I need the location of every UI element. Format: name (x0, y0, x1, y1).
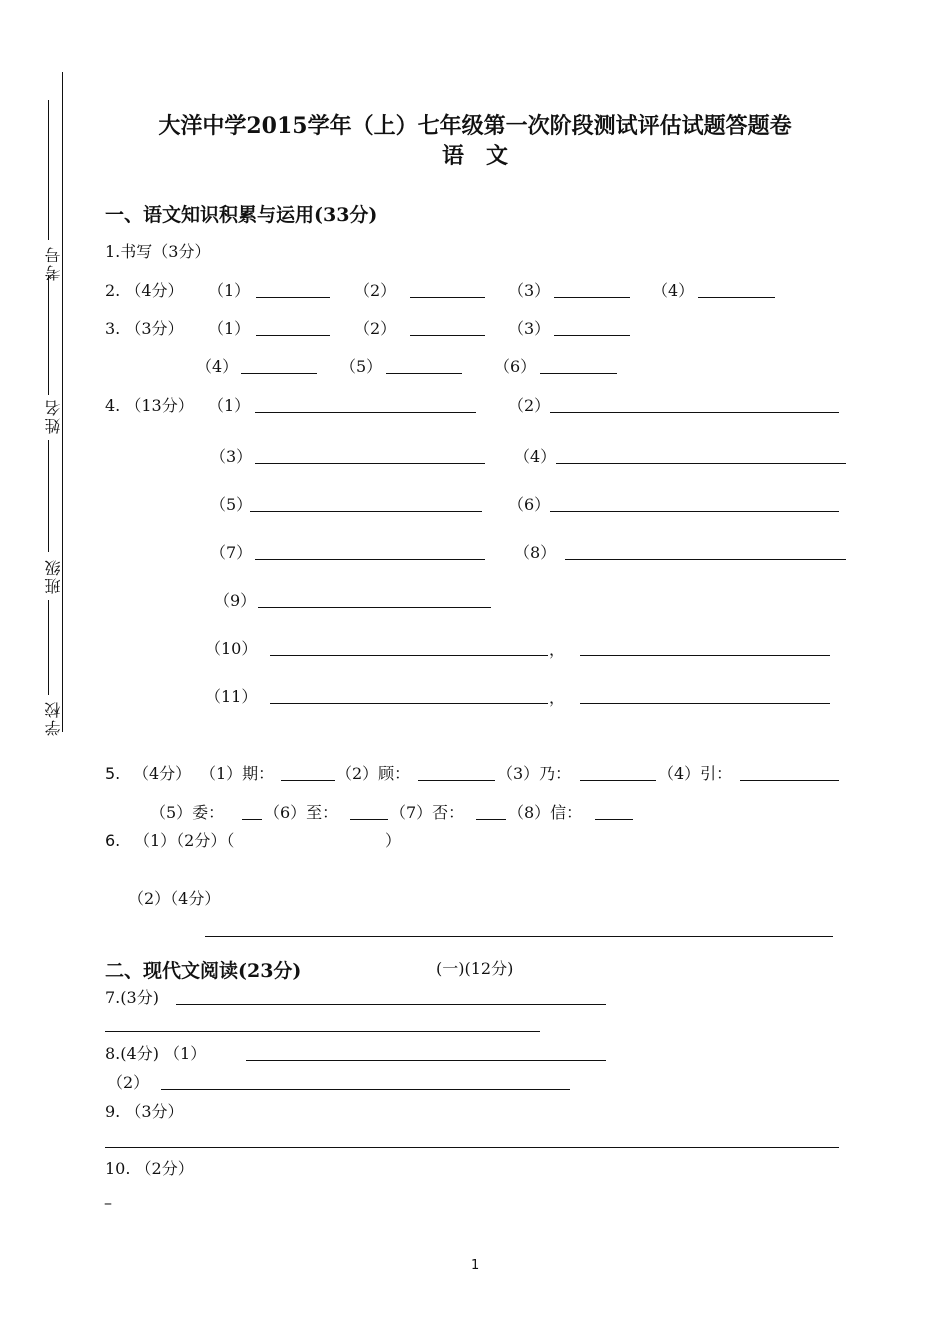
page-number: 1 (471, 1258, 480, 1273)
binding-blank-name[interactable] (48, 275, 49, 395)
q4-blank-7[interactable] (255, 559, 485, 560)
q4-item-7: （7） (210, 543, 253, 562)
q3-blank-3[interactable] (554, 335, 630, 336)
q4-blank-2[interactable] (550, 412, 839, 413)
q7-label: 7.(3分) (105, 988, 159, 1007)
q4-blank-10b[interactable] (580, 655, 830, 656)
q5-item-3: （3）乃： (497, 764, 572, 783)
q8-blank-2[interactable] (161, 1089, 570, 1090)
q2-blank-2[interactable] (410, 297, 485, 298)
binding-blank-school[interactable] (48, 600, 49, 695)
q2-item-2: （2） (354, 281, 397, 300)
q4-blank-5[interactable] (250, 511, 482, 512)
q8-label: 8.(4分) （1） (105, 1044, 207, 1063)
q4-item-5: （5） (210, 495, 253, 514)
q4-blank-1[interactable] (255, 412, 476, 413)
subject-title: 语 文 (441, 143, 508, 169)
q8-part2: （2） (107, 1073, 150, 1092)
q5-item-4: （4）引： (658, 764, 733, 783)
binding-field-class: 班级 (44, 558, 63, 594)
q6-part2: （2）（4分） (128, 889, 221, 908)
page-title: 大洋中学2015学年（上）七年级第一次阶段测试评估试题答题卷 (158, 113, 792, 139)
q4-blank-3[interactable] (255, 463, 485, 464)
binding-blank-class[interactable] (48, 440, 49, 552)
q6-blank-2[interactable] (205, 936, 833, 937)
q4-blank-10a[interactable] (270, 655, 548, 656)
q5-blank-5[interactable] (242, 819, 262, 820)
q3-label: 3. （3分） (105, 319, 184, 338)
q8-blank-1[interactable] (246, 1060, 606, 1061)
q4-blank-11b[interactable] (580, 703, 830, 704)
q4-item-8: （8） (514, 543, 557, 562)
q5-blank-4[interactable] (740, 780, 839, 781)
q2-item-4: （4） (652, 281, 695, 300)
q3-item-3: （3） (508, 319, 551, 338)
q5-score: （4分） (133, 764, 192, 783)
q3-item-4: （4） (196, 357, 239, 376)
q3-item-6: （6） (494, 357, 537, 376)
q5-blank-8[interactable] (595, 819, 633, 820)
q3-blank-6[interactable] (540, 373, 617, 374)
q2-item-3: （3） (508, 281, 551, 300)
q4-item-11: （11） (205, 687, 258, 706)
q4-item-4: （4） (514, 447, 557, 466)
q4-blank-4[interactable] (556, 463, 846, 464)
q5-label: 5. (105, 764, 121, 783)
q3-blank-5[interactable] (386, 373, 462, 374)
q9-label: 9. （3分） (105, 1102, 184, 1121)
trailing-dash: – (104, 1193, 112, 1212)
q5-item-1: （1）期： (200, 764, 275, 783)
q3-blank-1[interactable] (256, 335, 330, 336)
section1-title: 一、语文知识积累与运用(33分) (105, 204, 378, 226)
q4-comma-10: ， (549, 640, 566, 659)
q2-blank-3[interactable] (554, 297, 630, 298)
q5-blank-2[interactable] (418, 780, 495, 781)
q5-item-2: （2）顾： (336, 764, 411, 783)
q5-item-6: （6）至： (264, 803, 339, 822)
binding-field-school: 学校 (44, 700, 63, 736)
section2-subtitle: (一)(12分) (436, 959, 514, 978)
q6-part1-close: ） (385, 831, 402, 850)
q4-item-9: （9） (214, 591, 257, 610)
q3-blank-4[interactable] (241, 373, 317, 374)
q7-blank-1[interactable] (176, 1004, 606, 1005)
q5-blank-6[interactable] (350, 819, 388, 820)
q3-blank-2[interactable] (410, 335, 485, 336)
q6-part1: （1）（2分）（ (134, 831, 235, 850)
q4-item-2: （2） (508, 396, 551, 415)
q5-blank-3[interactable] (580, 780, 656, 781)
q5-item-5: （5）委： (150, 803, 225, 822)
q2-blank-1[interactable] (256, 297, 330, 298)
q2-blank-4[interactable] (698, 297, 775, 298)
q3-item-1: （1） (208, 319, 251, 338)
q4-blank-8[interactable] (565, 559, 846, 560)
q4-item-1: （1） (208, 396, 251, 415)
q5-blank-1[interactable] (281, 780, 335, 781)
q10-label: 10. （2分） (105, 1159, 194, 1178)
q5-item-8: （8）信： (508, 803, 583, 822)
q4-item-10: （10） (205, 639, 258, 658)
q9-blank[interactable] (105, 1147, 839, 1148)
q5-blank-7[interactable] (476, 819, 506, 820)
q7-blank-2[interactable] (105, 1031, 540, 1032)
q4-item-6: （6） (508, 495, 551, 514)
q3-item-2: （2） (354, 319, 397, 338)
binding-field-exam-number: 考号 (44, 245, 63, 281)
q2-label: 2. （4分） (105, 281, 184, 300)
q3-item-5: （5） (340, 357, 383, 376)
q2-item-1: （1） (208, 281, 251, 300)
section2-title: 二、现代文阅读(23分) (105, 960, 302, 982)
q4-label: 4. （13分） (105, 396, 194, 415)
q4-comma-11: ， (549, 688, 566, 707)
binding-field-name: 姓名 (44, 398, 63, 434)
q6-label: 6. (105, 831, 121, 850)
q4-item-3: （3） (210, 447, 253, 466)
q4-blank-11a[interactable] (270, 703, 548, 704)
q1-label: 1.书写（3分） (105, 242, 211, 261)
q5-item-7: （7）否： (390, 803, 465, 822)
q4-blank-9[interactable] (258, 607, 491, 608)
q4-blank-6[interactable] (550, 511, 839, 512)
